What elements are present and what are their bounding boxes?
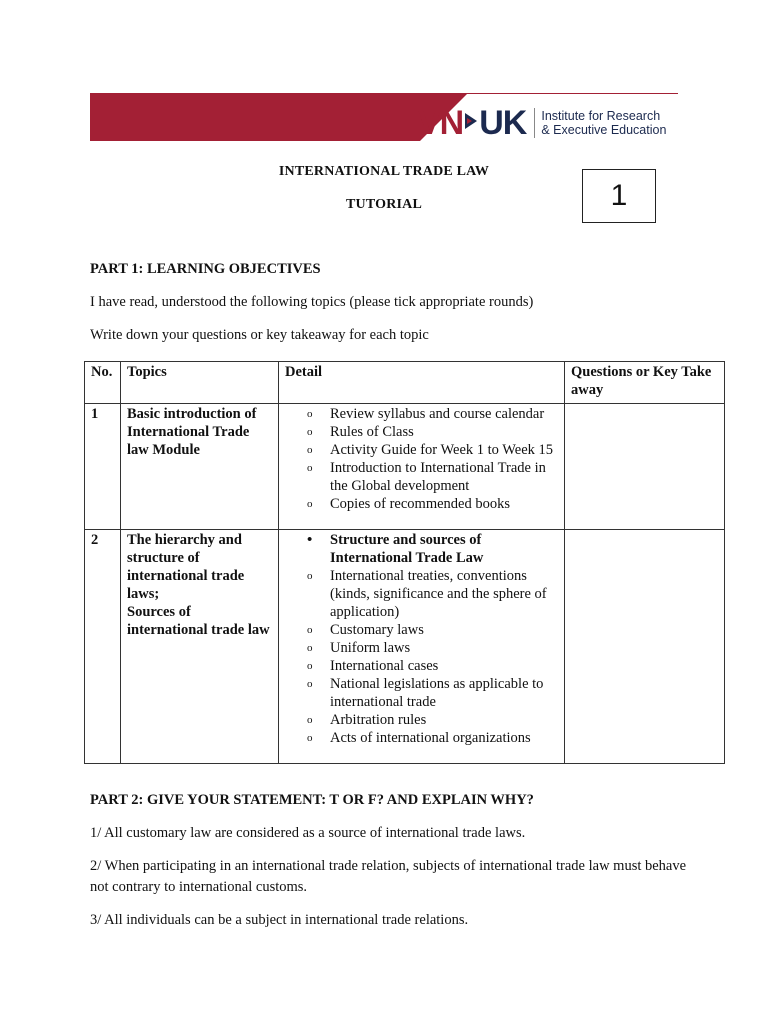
logo-institute-text xyxy=(541,109,666,137)
list-item: o International treaties, conventions (kinds, significance and the sphere of application) xyxy=(285,567,559,621)
list-item: o National legislations as applicable to international trade xyxy=(285,675,559,711)
document-title: INTERNATIONAL TRADE LAW xyxy=(278,164,490,179)
table-row xyxy=(85,530,725,764)
row-notes-cell[interactable] xyxy=(565,530,725,764)
table-header-row xyxy=(85,362,725,404)
row-detail xyxy=(279,530,565,764)
logo-divider xyxy=(534,108,535,138)
detail-list xyxy=(285,531,559,747)
list-item: o Acts of international organizations xyxy=(285,729,559,747)
list-item: o Uniform laws xyxy=(285,639,559,657)
part1-intro-1: I have read, understood the following topics (please tick appropriate rounds) xyxy=(90,294,534,310)
logo-arrow-icon xyxy=(465,110,477,137)
part1-intro-2: Write down your questions or key takeaway for each topic xyxy=(90,327,429,343)
part1-heading: PART 1: LEARNING OBJECTIVES xyxy=(90,261,321,277)
list-item: o Arbitration rules xyxy=(285,711,559,729)
detail-heading-item: • Structure and sources of International Trade Law xyxy=(285,531,559,567)
header-rule xyxy=(420,93,678,94)
list-item: o International cases xyxy=(285,657,559,675)
statement-3: 3/ All individuals can be a subject in international trade relations. xyxy=(90,912,469,928)
header-red-bar xyxy=(90,93,420,141)
logo-line-1: Institute for Research xyxy=(541,109,661,123)
row-number: 2 xyxy=(85,530,121,764)
statement-2: 2/ When participating in an international trade relation, subjects of international trade law must behave not contrary to international customs. xyxy=(90,858,687,895)
list-item: o Introduction to International Trade in the Global development xyxy=(285,459,559,495)
list-item: o Review syllabus and course calendar xyxy=(285,405,559,423)
tutorial-number-box: 1 xyxy=(582,169,656,223)
list-item: o Rules of Class xyxy=(285,423,559,441)
topics-table xyxy=(84,361,725,764)
header-detail: Detail xyxy=(279,362,565,404)
row-topic: Basic introduction of International Trade law Module xyxy=(121,404,279,530)
row-topic-line-1: The hierarchy and structure of international trade laws; xyxy=(127,532,245,602)
row-topic xyxy=(121,530,279,764)
list-item: o Customary laws xyxy=(285,621,559,639)
header-no: No. xyxy=(85,362,121,404)
logo-vn-text: VN xyxy=(418,104,464,142)
row-notes-cell[interactable] xyxy=(565,404,725,530)
header-topics: Topics xyxy=(121,362,279,404)
logo-line-2: & Executive Education xyxy=(541,123,667,137)
document-subtitle: TUTORIAL xyxy=(345,197,423,212)
header-questions: Questions or Key Take away xyxy=(565,362,725,404)
list-item: o Copies of recommended books xyxy=(285,495,559,513)
logo-uk-text: UK xyxy=(479,104,527,142)
statement-1: 1/ All customary law are considered as a source of international trade laws. xyxy=(90,825,526,841)
vnuk-logo xyxy=(418,105,666,141)
table-row xyxy=(85,404,725,530)
row-detail xyxy=(279,404,565,530)
list-item: o Activity Guide for Week 1 to Week 15 xyxy=(285,441,559,459)
detail-list xyxy=(285,405,559,513)
row-topic-line-2: Sources of international trade law xyxy=(127,604,270,638)
part2-heading: PART 2: GIVE YOUR STATEMENT: T OR F? AND EXPLAIN WHY? xyxy=(90,792,534,808)
row-number: 1 xyxy=(85,404,121,530)
